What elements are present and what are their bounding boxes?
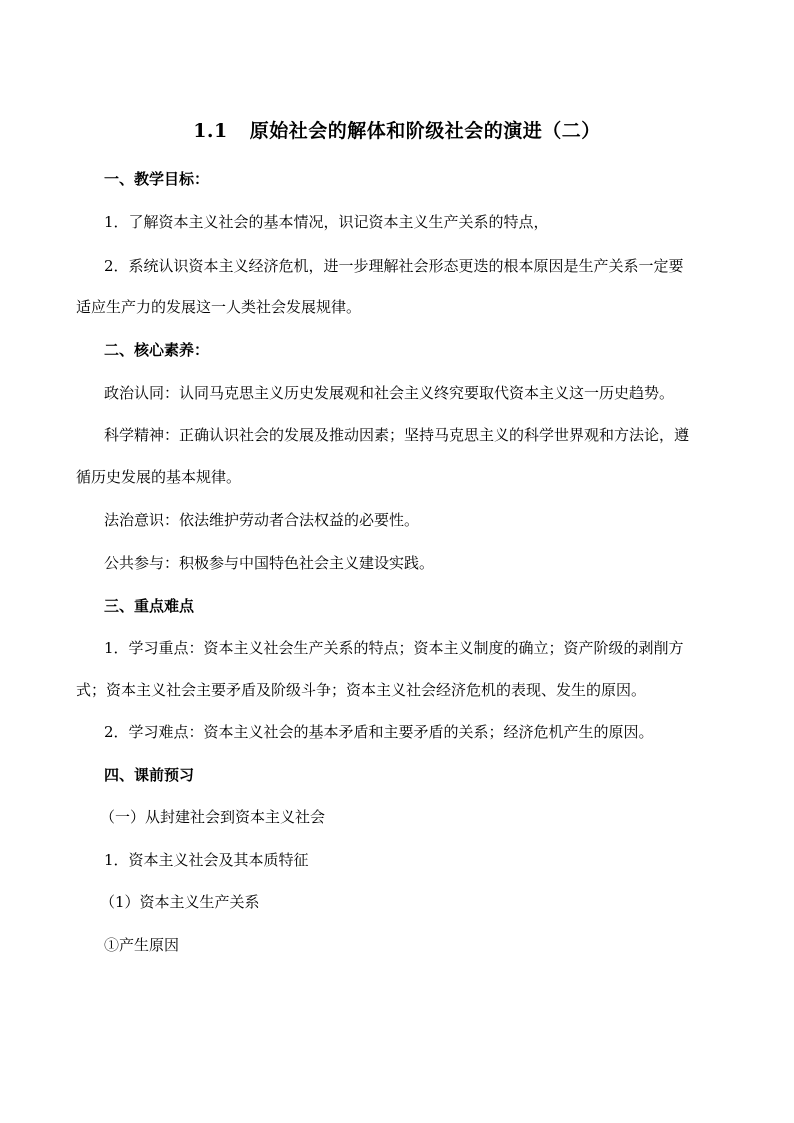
- core-law: 法治意识：依法维护劳动者合法权益的必要性。: [104, 511, 420, 529]
- preview-item-1: 1．资本主义社会及其本质特征: [104, 851, 309, 869]
- preview-subsection-1: （一）从封建社会到资本主义社会: [100, 808, 326, 826]
- title-number: 1.1: [193, 120, 228, 142]
- key-item-1-line2: 式；资本主义社会主要矛盾及阶级斗争；资本主义社会经济危机的表现、发生的原因。: [76, 681, 647, 699]
- goal-item-2-line1: 2．系统认识资本主义经济危机，进一步理解社会形态更迭的根本原因是生产关系一定要: [104, 257, 684, 275]
- section-heading-key: 三、重点难点: [104, 597, 195, 615]
- core-public: 公共参与：积极参与中国特色社会主义建设实践。: [104, 554, 435, 572]
- core-science-line1: 科学精神：正确认识社会的发展及推动因素；坚持马克思主义的科学世界观和方法论，遵: [104, 426, 690, 444]
- goal-item-1: 1．了解资本主义社会的基本情况，识记资本主义生产关系的特点，: [104, 213, 549, 231]
- preview-item-1-sub-a: ①产生原因: [104, 936, 180, 954]
- title-text: 原始社会的解体和阶级社会的演进（二）: [249, 120, 601, 142]
- section-heading-core: 二、核心素养：: [104, 341, 210, 359]
- preview-item-1-sub: （1）资本主义生产关系: [100, 893, 260, 911]
- goal-item-2-line2: 适应生产力的发展这一人类社会发展规律。: [76, 298, 362, 316]
- key-item-1-line1: 1．学习重点：资本主义社会生产关系的特点；资本主义制度的确立；资产阶级的剥削方: [104, 639, 684, 657]
- core-science-line2: 循历史发展的基本规律。: [76, 468, 242, 486]
- section-heading-goals: 一、教学目标：: [104, 170, 210, 188]
- core-political: 政治认同：认同马克思主义历史发展观和社会主义终究要取代资本主义这一历史趋势。: [104, 384, 675, 402]
- document-title: [0, 116, 794, 143]
- section-heading-preview: 四、课前预习: [104, 766, 195, 784]
- key-item-2: 2．学习难点：资本主义社会的基本矛盾和主要矛盾的关系；经济危机产生的原因。: [104, 723, 654, 741]
